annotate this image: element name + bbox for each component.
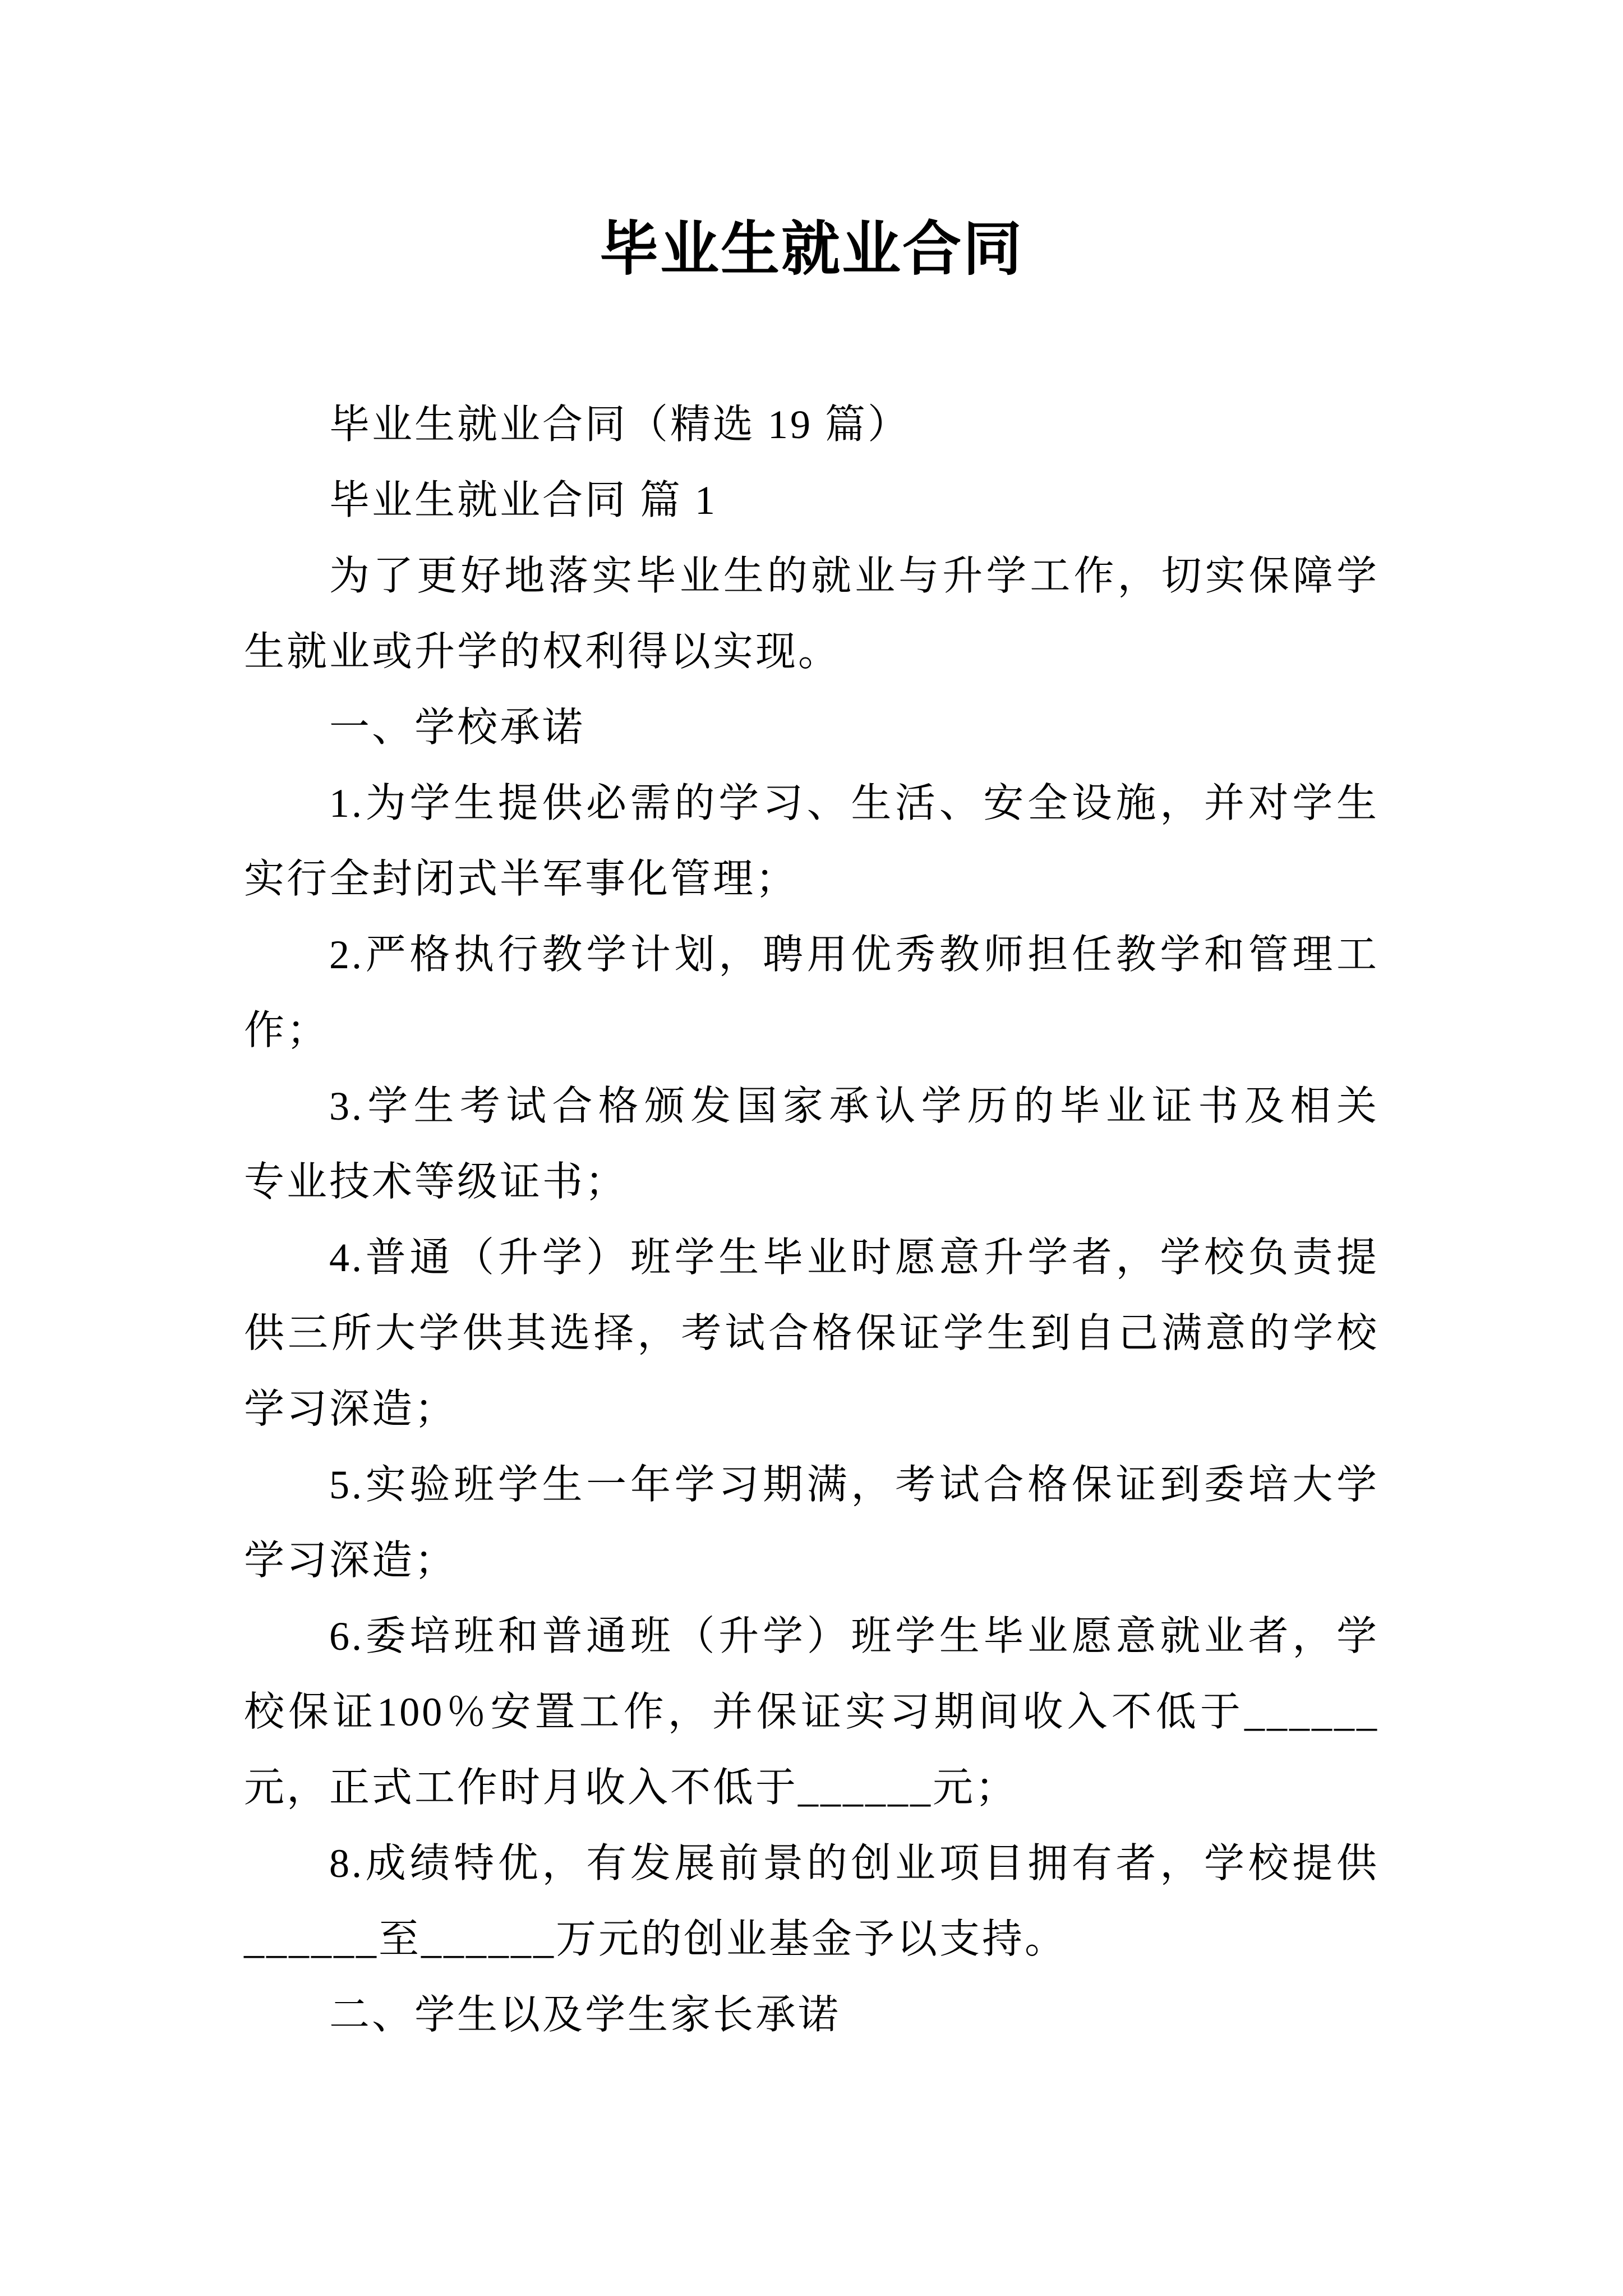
text-line: 供三所大学供其选择，考试合格保证学生到自己满意的学校 — [244, 1311, 1379, 1356]
document-body — [244, 387, 1379, 2053]
text-line: 校保证100％安置工作，并保证实习期间收入不低于______ — [244, 1690, 1379, 1734]
text-line: 二、学生以及学生家长承诺 — [329, 1993, 841, 2037]
text-line: 2.严格执行教学计划，聘用优秀教师担任教学和管理工 — [329, 932, 1379, 977]
text-line: 4.普通（升学）班学生毕业时愿意升学者，学校负责提 — [329, 1235, 1379, 1280]
text-line: 6.委培班和普通班（升学）班学生毕业愿意就业者，学 — [329, 1614, 1379, 1659]
text-line: 专业技术等级证书； — [244, 1159, 628, 1204]
text-line: 为了更好地落实毕业生的就业与升学工作，切实保障学 — [329, 554, 1379, 599]
text-line: 元，正式工作时月收入不低于______元； — [244, 1765, 1018, 1810]
text-line: 1.为学生提供必需的学习、生活、安全设施，并对学生 — [329, 781, 1379, 826]
document-title: 毕业生就业合同 — [599, 217, 1023, 282]
text-line: 5.实验班学生一年学习期满，考试合格保证到委培大学 — [329, 1462, 1379, 1507]
text-line: 生就业或升学的权利得以实现。 — [244, 629, 841, 674]
text-line: 3.学生考试合格颁发国家承认学历的毕业证书及相关 — [329, 1084, 1379, 1129]
text-line: 毕业生就业合同 篇 1 — [329, 478, 718, 523]
text-line: 毕业生就业合同（精选 19 篇） — [329, 402, 911, 447]
text-line: 一、学校承诺 — [329, 705, 585, 750]
text-line: 实行全封闭式半军事化管理； — [244, 857, 799, 901]
text-line: ______至______万元的创业基金予以支持。 — [244, 1917, 1068, 1962]
text-line: 作； — [244, 1008, 330, 1053]
text-line: 学习深造； — [244, 1387, 458, 1432]
text-line: 8.成绩特优，有发展前景的创业项目拥有者，学校提供 — [329, 1841, 1379, 1886]
text-line: 学习深造； — [244, 1538, 458, 1583]
